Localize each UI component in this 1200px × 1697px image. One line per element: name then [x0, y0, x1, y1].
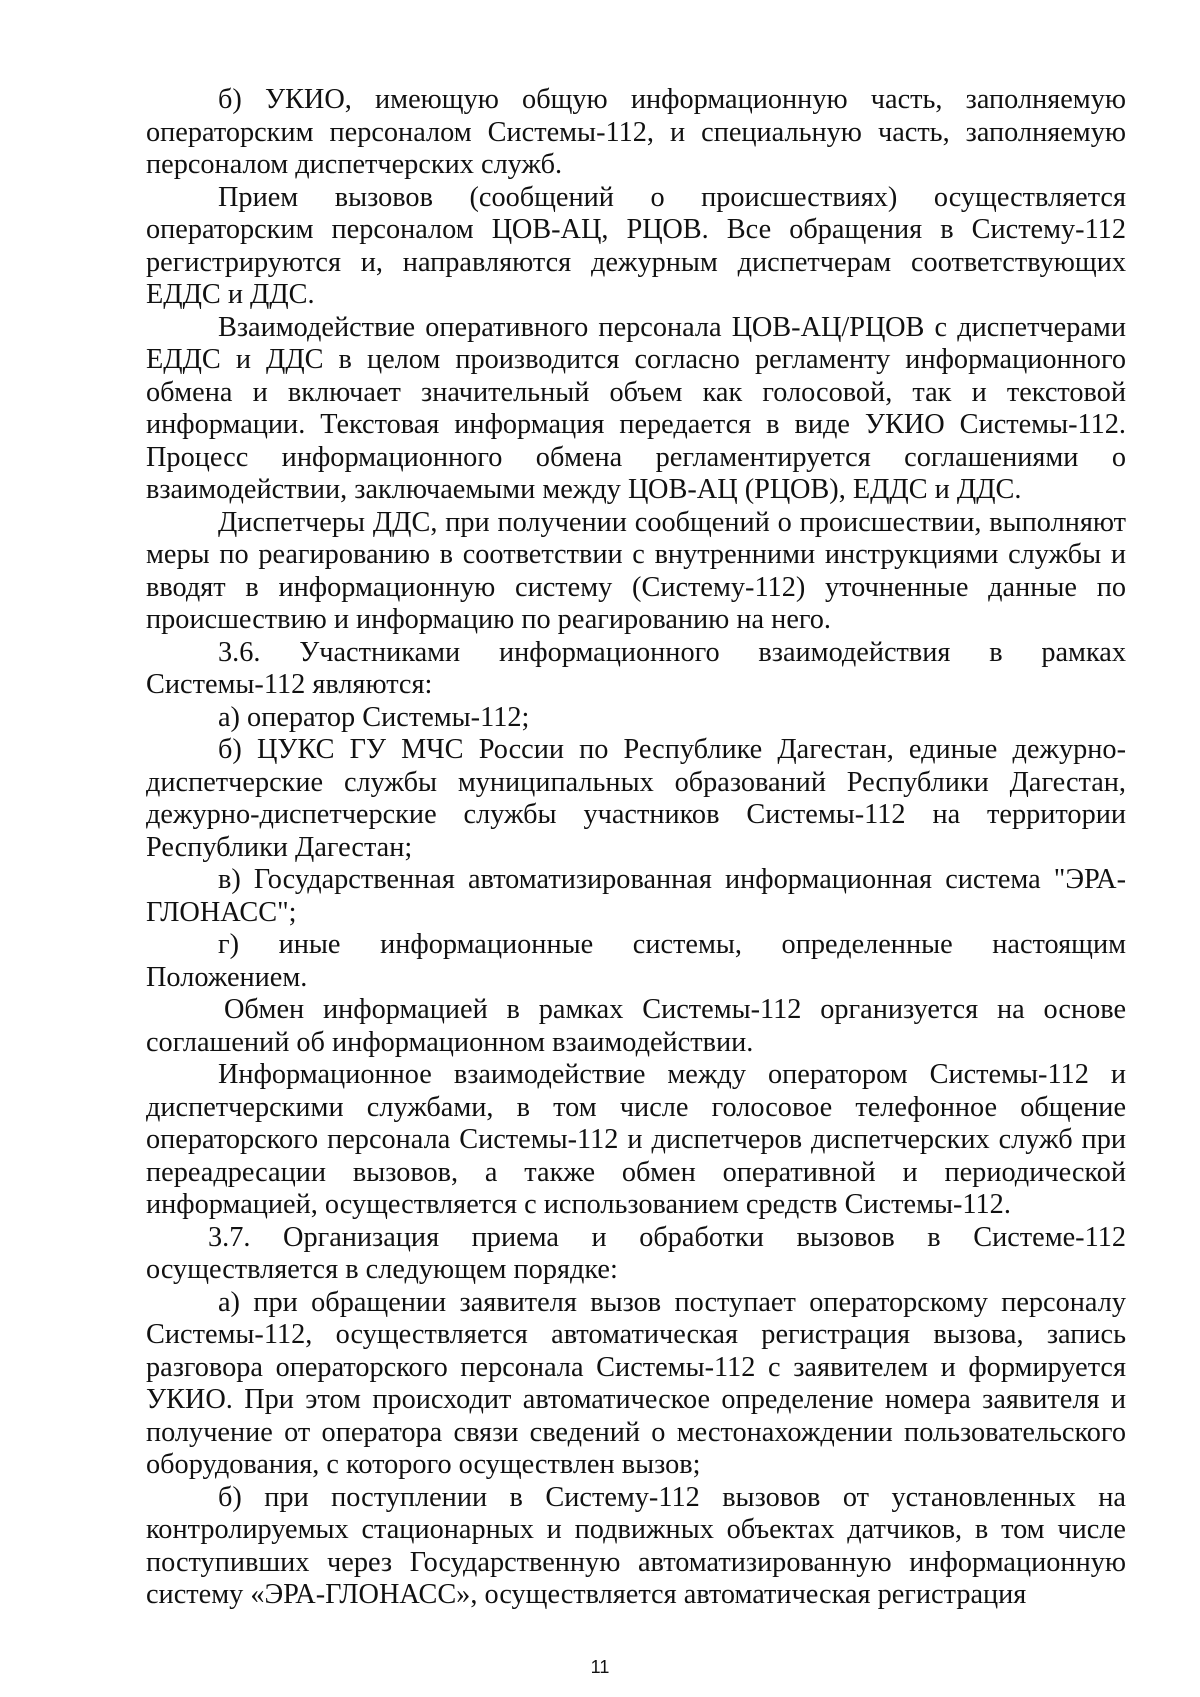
paragraph-information-interaction-tools: Информационное взаимодействие между оператором Системы-112 и диспетчерскими службами, в том числе голосовое телефонное общение операторского персонала Системы-112 и диспетчеров диспетчерских служб при переадресации вызовов, а также обмен оперативной и периодической информацией, осуществляется с использованием средств Системы-112. [146, 1059, 1126, 1220]
paragraph-call-processing-b: б) при поступлении в Систему-112 вызовов от установленных на контролируемых стационарных и подвижных объектах датчиков, в том числе поступивших через Государственную автоматизированную информационную систему «ЭРА-ГЛОНАСС», осуществляется автоматическая регистрация [146, 1481, 1126, 1610]
paragraph-call-reception: Прием вызовов (сообщений о происшествиях) осуществляется операторским персоналом ЦОВ-АЦ, РЦОВ. Все обращения в Систему-112 регистрируются и, направляются дежурным диспетчерам соответствующих ЕДДС и ДДС. [146, 181, 1126, 310]
paragraph-list-item-b-services: б) ЦУКС ГУ МЧС России по Республике Дагестан, единые дежурно-диспетчерские службы муниципальных образований Республики Дагестан, дежурно-диспетчерские службы участников Системы-112 на территории Республики Дагестан; [146, 734, 1126, 863]
paragraph-list-item-a-operator: а) оператор Системы-112; [218, 701, 530, 733]
paragraph-section-3-7: 3.7. Организация приема и обработки вызовов в Системе-112 осуществляется в следующем порядке: [146, 1221, 1126, 1285]
paragraph-call-processing-a: а) при обращении заявителя вызов поступает операторскому персоналу Системы-112, осуществляется автоматическая регистрация вызова, запись разговора операторского персонала Системы-112 с заявителем и формируется УКИО. При этом происходит автоматическое определение номера заявителя и получение от оператора связи сведений о местонахождении пользовательского оборудования, с которого осуществлен вызов; [146, 1286, 1126, 1480]
document-page [146, 84, 1126, 1624]
paragraph-information-exchange-agreements: Обмен информацией в рамках Системы-112 организуется на основе соглашений об информационном взаимодействии. [146, 994, 1126, 1058]
paragraph-operational-interaction: Взаимодействие оперативного персонала ЦОВ-АЦ/РЦОВ с диспетчерами ЕДДС и ДДС в целом производится согласно регламенту информационного обмена и включает значительный объем как голосовой, так и текстовой информации. Текстовая информация передается в виде УКИО Системы-112. Процесс информационного обмена регламентируется соглашениями о взаимодействии, заключаемыми между ЦОВ-АЦ (РЦОВ), ЕДДС и ДДС. [146, 311, 1126, 505]
paragraph-section-3-6: 3.6. Участниками информационного взаимодействия в рамках Системы-112 являются: [146, 636, 1126, 700]
paragraph-list-item-g-other-systems: г) иные информационные системы, определенные настоящим Положением. [146, 929, 1126, 993]
paragraph-list-item-v-era-glonass: в) Государственная автоматизированная информационная система "ЭРА-ГЛОНАСС"; [146, 864, 1126, 928]
paragraph-ukio-parts: б) УКИО, имеющую общую информационную часть, заполняемую операторским персоналом Системы-112, и специальную часть, заполняемую персоналом диспетчерских служб. [146, 84, 1126, 180]
paragraph-dispatchers-actions: Диспетчеры ДДС, при получении сообщений о происшествии, выполняют меры по реагированию в соответствии с внутренними инструкциями службы и вводят в информационную систему (Систему-112) уточненные данные по происшествию и информацию по реагированию на него. [146, 506, 1126, 635]
page-number: 11 [590, 1657, 610, 1677]
